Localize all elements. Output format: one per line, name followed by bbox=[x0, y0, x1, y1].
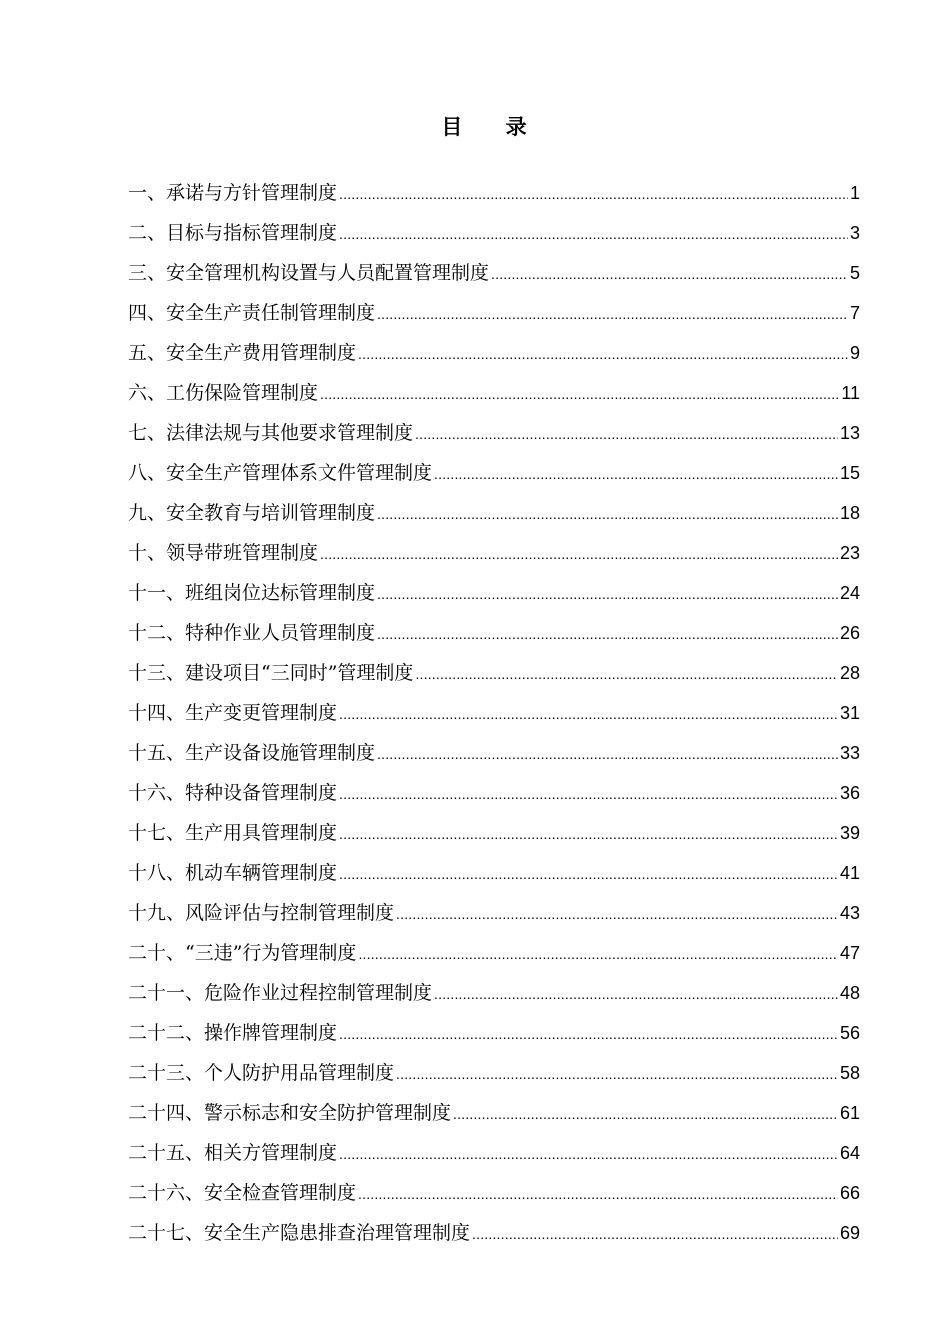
toc-entry[interactable] bbox=[128, 696, 860, 736]
toc-entry[interactable] bbox=[128, 536, 860, 576]
toc-entry[interactable] bbox=[128, 656, 860, 696]
toc-dot-leader bbox=[491, 257, 848, 291]
table-of-contents bbox=[128, 176, 860, 1256]
toc-entry-label: 十三、建设项目“三同时”管理制度 bbox=[128, 662, 414, 684]
toc-dot-leader bbox=[358, 1177, 838, 1211]
toc-title: 目 录 bbox=[441, 114, 545, 139]
toc-entry-label: 五、安全生产费用管理制度 bbox=[128, 342, 357, 364]
toc-entry-page-number: 33 bbox=[839, 743, 860, 763]
toc-entry[interactable] bbox=[128, 176, 860, 216]
toc-dot-leader bbox=[415, 417, 838, 451]
toc-entry[interactable] bbox=[128, 1096, 860, 1136]
toc-entry-label: 十、领导带班管理制度 bbox=[128, 542, 319, 564]
toc-entry-page-number: 7 bbox=[849, 303, 860, 323]
toc-entry-label: 二十七、安全生产隐患排查治理管理制度 bbox=[128, 1222, 471, 1244]
toc-entry-page-number: 11 bbox=[841, 383, 860, 403]
toc-entry-label: 四、安全生产责任制管理制度 bbox=[128, 302, 376, 324]
toc-entry-page-number: 15 bbox=[839, 463, 860, 483]
toc-entry[interactable] bbox=[128, 896, 860, 936]
toc-entry[interactable] bbox=[128, 816, 860, 856]
toc-dot-leader bbox=[434, 457, 838, 491]
toc-entry-page-number: 36 bbox=[839, 783, 860, 803]
toc-entry-page-number: 39 bbox=[839, 823, 860, 843]
toc-dot-leader bbox=[472, 1217, 838, 1251]
toc-dot-leader bbox=[396, 1057, 838, 1091]
toc-entry-page-number: 28 bbox=[839, 663, 860, 683]
toc-dot-leader bbox=[453, 1097, 838, 1131]
toc-entry-label: 八、安全生产管理体系文件管理制度 bbox=[128, 462, 433, 484]
toc-dot-leader bbox=[415, 657, 838, 691]
toc-entry-page-number: 18 bbox=[839, 503, 860, 523]
toc-entry-page-number: 48 bbox=[839, 983, 860, 1003]
toc-entry[interactable] bbox=[128, 1056, 860, 1096]
toc-entry-page-number: 69 bbox=[839, 1223, 860, 1243]
toc-entry[interactable] bbox=[128, 1016, 860, 1056]
toc-entry-page-number: 5 bbox=[849, 263, 860, 283]
toc-entry-page-number: 24 bbox=[839, 583, 860, 603]
toc-entry-label: 十二、特种作业人员管理制度 bbox=[128, 622, 376, 644]
toc-entry[interactable] bbox=[128, 856, 860, 896]
toc-entry[interactable] bbox=[128, 416, 860, 456]
toc-entry-page-number: 26 bbox=[839, 623, 860, 643]
toc-dot-leader bbox=[377, 737, 838, 771]
toc-entry-label: 二十六、安全检查管理制度 bbox=[128, 1182, 357, 1204]
toc-entry-label: 十八、机动车辆管理制度 bbox=[128, 862, 338, 884]
toc-dot-leader bbox=[339, 697, 838, 731]
toc-entry-label: 二、目标与指标管理制度 bbox=[128, 222, 338, 244]
toc-entry[interactable] bbox=[128, 296, 860, 336]
toc-entry[interactable] bbox=[128, 616, 860, 656]
toc-entry[interactable] bbox=[128, 976, 860, 1016]
toc-dot-leader bbox=[320, 537, 838, 571]
toc-dot-leader bbox=[434, 977, 838, 1011]
toc-entry-page-number: 61 bbox=[839, 1103, 860, 1123]
toc-dot-leader bbox=[377, 617, 838, 651]
toc-entry-page-number: 58 bbox=[839, 1063, 860, 1083]
toc-dot-leader bbox=[377, 577, 838, 611]
toc-entry-page-number: 47 bbox=[839, 943, 860, 963]
toc-entry-page-number: 9 bbox=[849, 343, 860, 363]
toc-dot-leader bbox=[377, 497, 838, 531]
toc-entry-label: 十九、风险评估与控制管理制度 bbox=[128, 902, 395, 924]
toc-entry-label: 七、法律法规与其他要求管理制度 bbox=[128, 422, 414, 444]
toc-dot-leader bbox=[339, 217, 848, 251]
toc-dot-leader bbox=[339, 777, 838, 811]
toc-entry-label: 十七、生产用具管理制度 bbox=[128, 822, 338, 844]
toc-entry-label: 十四、生产变更管理制度 bbox=[128, 702, 338, 724]
toc-entry[interactable] bbox=[128, 216, 860, 256]
toc-entry-label: 二十、“三违”行为管理制度 bbox=[128, 942, 357, 964]
toc-entry[interactable] bbox=[128, 256, 860, 296]
toc-entry-page-number: 31 bbox=[839, 703, 860, 723]
toc-entry-label: 二十一、危险作业过程控制管理制度 bbox=[128, 982, 433, 1004]
toc-entry-page-number: 41 bbox=[839, 863, 860, 883]
toc-entry-label: 二十五、相关方管理制度 bbox=[128, 1142, 338, 1164]
toc-entry[interactable] bbox=[128, 376, 860, 416]
toc-entry-page-number: 56 bbox=[839, 1023, 860, 1043]
toc-dot-leader bbox=[339, 1017, 838, 1051]
toc-dot-leader bbox=[320, 377, 839, 411]
toc-dot-leader bbox=[339, 857, 838, 891]
toc-entry-label: 三、安全管理机构设置与人员配置管理制度 bbox=[128, 262, 490, 284]
toc-entry-page-number: 66 bbox=[839, 1183, 860, 1203]
toc-entry[interactable] bbox=[128, 1136, 860, 1176]
toc-entry[interactable] bbox=[128, 1176, 860, 1216]
toc-entry-page-number: 3 bbox=[849, 223, 860, 243]
toc-entry-page-number: 1 bbox=[849, 183, 860, 203]
toc-entry-label: 六、工伤保险管理制度 bbox=[128, 382, 319, 404]
toc-dot-leader bbox=[339, 1137, 838, 1171]
toc-dot-leader bbox=[339, 177, 848, 211]
toc-entry-label: 二十二、操作牌管理制度 bbox=[128, 1022, 338, 1044]
toc-entry[interactable] bbox=[128, 336, 860, 376]
toc-entry-page-number: 13 bbox=[839, 423, 860, 443]
toc-entry[interactable] bbox=[128, 456, 860, 496]
toc-entry-label: 十五、生产设备设施管理制度 bbox=[128, 742, 376, 764]
toc-entry-label: 十一、班组岗位达标管理制度 bbox=[128, 582, 376, 604]
toc-entry[interactable] bbox=[128, 1216, 860, 1256]
toc-entry-label: 九、安全教育与培训管理制度 bbox=[128, 502, 376, 524]
toc-entry-label: 一、承诺与方针管理制度 bbox=[128, 182, 338, 204]
toc-dot-leader bbox=[377, 297, 848, 331]
toc-entry[interactable] bbox=[128, 576, 860, 616]
toc-entry-page-number: 23 bbox=[839, 543, 860, 563]
toc-entry[interactable] bbox=[128, 736, 860, 776]
toc-entry[interactable] bbox=[128, 496, 860, 536]
toc-dot-leader bbox=[358, 337, 848, 371]
toc-entry-label: 二十四、警示标志和安全防护管理制度 bbox=[128, 1102, 452, 1124]
toc-entry-label: 十六、特种设备管理制度 bbox=[128, 782, 338, 804]
toc-entry-page-number: 64 bbox=[839, 1143, 860, 1163]
toc-dot-leader bbox=[396, 897, 838, 931]
toc-entry[interactable] bbox=[128, 776, 860, 816]
toc-dot-leader bbox=[358, 937, 838, 971]
toc-entry-label: 二十三、个人防护用品管理制度 bbox=[128, 1062, 395, 1084]
toc-entry-page-number: 43 bbox=[839, 903, 860, 923]
toc-dot-leader bbox=[339, 817, 838, 851]
toc-entry[interactable] bbox=[128, 936, 860, 976]
